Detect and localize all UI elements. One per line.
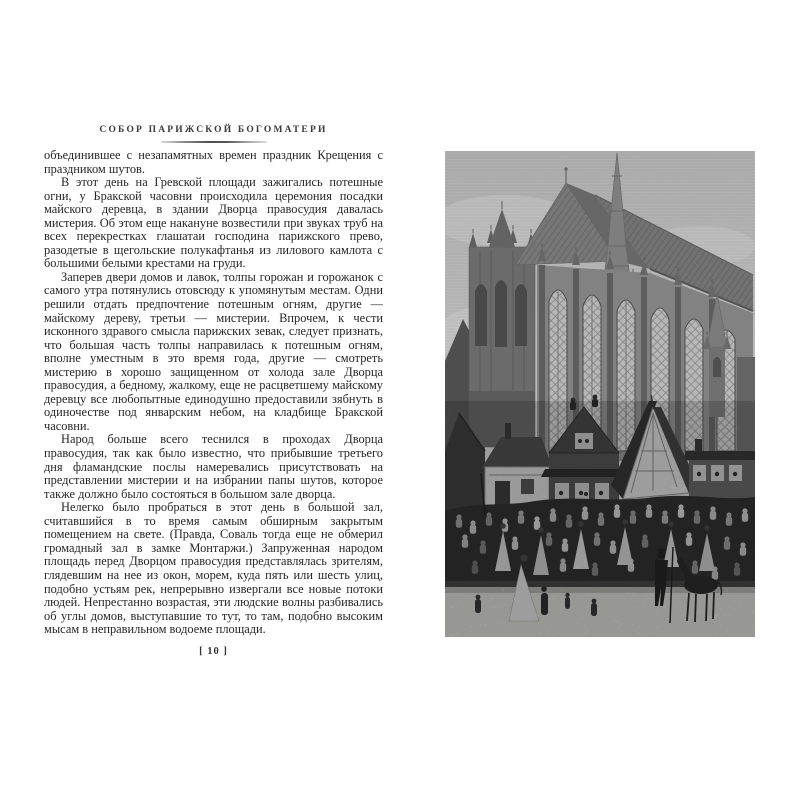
paragraph: Нелегко было пробраться в этот день в большой зал, считавшийся в то время самым обширным закрытым помещением на свете. (Правда, Соваль тогда еще не обмерил громадный зал в замке Монтаржи.) Запруженная народом площадь перед Дворцом правосудия представлялась зрителям, глядевшим на нее из окон, морем, куда пять или шесть улиц, подобно устьям рек, непрерывно извергали все новые потоки людей. Непрестанно возрастая, эти людские волны разбивались об углы домов, выступавшие то тут, то там, подобно высоким мысам в неправильном водоеме площади. [44, 500, 383, 637]
engraving-illustration [445, 151, 755, 637]
page-number: [ 10 ] [199, 646, 228, 657]
paragraph: Заперев двери домов и лавок, толпы горожан и горожанок с самого утра потянулись отовсюду к упомянутым местам. Одни решили отдать предпочтение потешным огням, другие — майскому дереву, третьи — мистерии. Впрочем, к чести исконного здравого смысла парижских зевак, следует признать, что большая часть толпы направилась к потешным огням, вполне уместным в это время года, другие — смотреть мистерию в хорошо защищенном от холода зале Дворца правосудия, а бедному, жалкому, еще не расцветшему майскому деревцу все любопытные единодушно предоставили зябнуть в одиночестве под январским небом, на кладбище Бракской часовни. [44, 269, 383, 433]
header-divider [161, 141, 267, 143]
paragraph: Народ больше всего теснился в проходах Дворца правосудия, так как было известно, что прибывшие третьего дня фламандские послы намеревались присутствовать на представлении мистерии и на избрании папы шутов, которое также должно было состояться в большом зале дворца. [44, 432, 383, 501]
texture-overlay [445, 401, 755, 637]
paragraph: объединившее с незапамятных времен праздник Крещения с праздником шутов. [44, 149, 383, 176]
running-header: СОБОР ПАРИЖСКОЙ БОГОМАТЕРИ [99, 125, 328, 135]
paragraph: В этот день на Гревской площади зажигались потешные огни, у Бракской часовни происходила церемония посадки майского деревца, в здании Дворца правосудия давалась мистерия. Об этом еще накануне возвестили при звуках труб на всех перекрестках глашатаи господина парижского прево, разодетые в щегольские полукафтанья из лилового камлота с большими белыми крестами на груди. [44, 175, 383, 271]
body-text [44, 149, 383, 646]
